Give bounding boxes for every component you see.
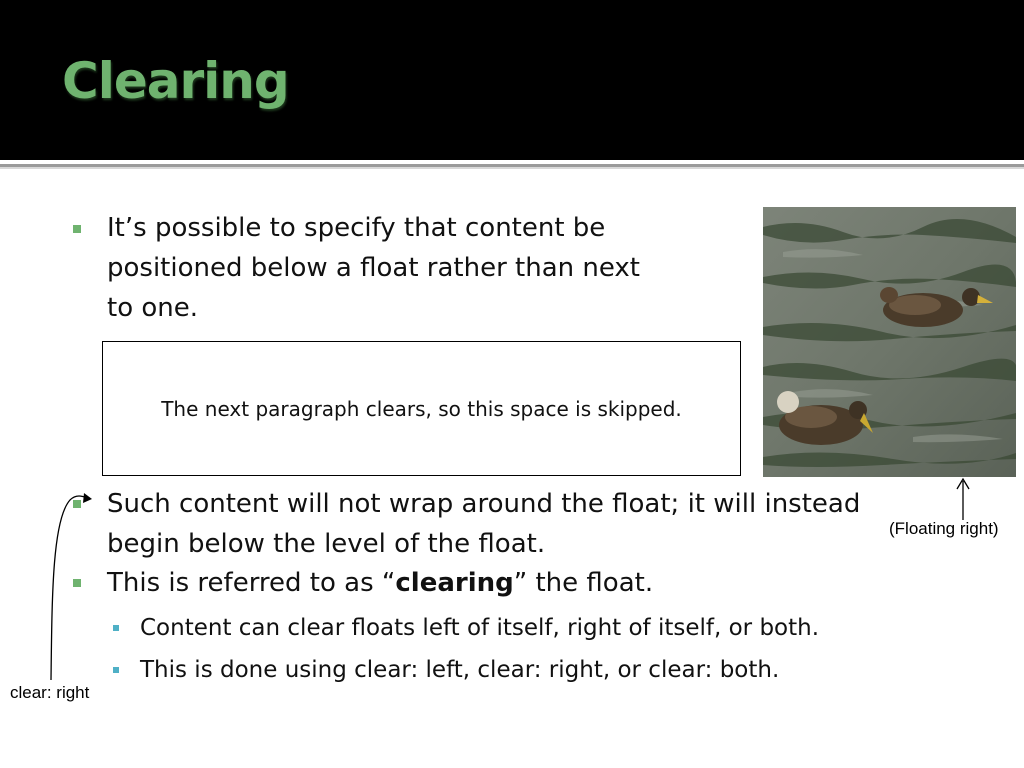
clearing-term: clearing [395,568,514,598]
bullet-text-3-after: ” the float. [513,568,654,598]
sub-bullet-text-2: This is done using clear: left, clear: right, or clear: both. [140,657,780,683]
clear-arrow-line [51,496,88,680]
bullet-text-2: Such content will not wrap around the float; it will instead begin below the level of the float. [107,489,861,559]
clear-arrow-head [83,493,92,503]
clear-right-annotation: clear: right [10,683,90,702]
skipped-space-text: The next paragraph clears, so this space is skipped. [161,396,682,421]
floating-right-annotation: (Floating right) [889,519,999,538]
bullet-text-1: It’s possible to specify that content be positioned below a float rather than next to one. [107,213,640,323]
bullet-text-3-before: This is referred to as “ [107,568,396,598]
sub-bullet-text-1: Content can clear floats left of itself, right of itself, or both. [140,615,820,641]
slide-title: Clearing [62,52,289,110]
